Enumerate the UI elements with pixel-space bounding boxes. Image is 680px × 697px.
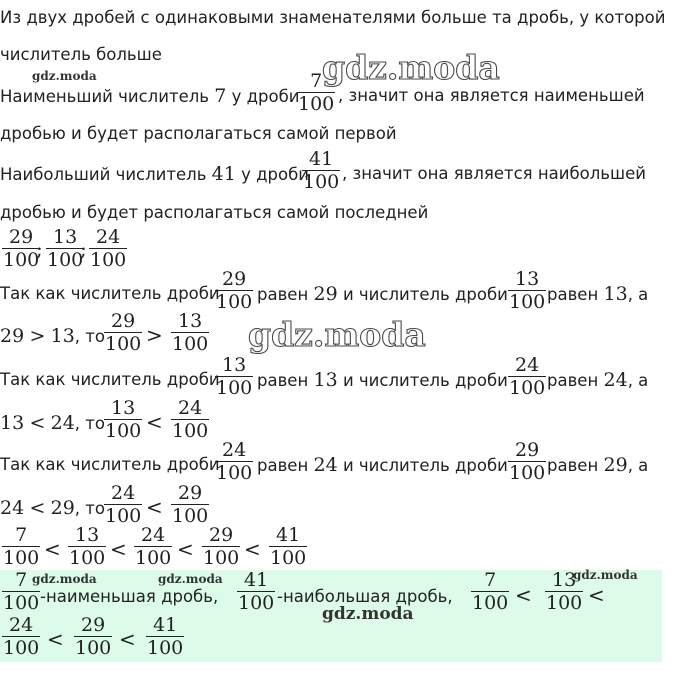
comparison-3-fraction-b	[508, 439, 546, 484]
comparison-3-fraction-a	[215, 439, 253, 484]
chain-fraction-3	[134, 524, 172, 569]
fraction-numerator: 29	[222, 268, 247, 290]
fraction-numerator: 24	[141, 524, 166, 546]
comparison-word: равен	[257, 456, 309, 475]
fraction-numerator: 24	[9, 614, 34, 636]
ineq-number: 13	[0, 412, 25, 434]
fraction-numerator: 24	[515, 354, 540, 376]
watermark-logo: gdz.moda	[322, 48, 500, 87]
fraction-denominator: 100	[509, 462, 546, 484]
chain-operator: <	[177, 537, 194, 561]
fraction-denominator: 100	[509, 291, 546, 313]
comparison-2-result-b	[171, 397, 209, 442]
answer-operator: <	[119, 627, 136, 651]
remaining-fraction-1	[2, 226, 40, 271]
fraction-numerator: 7	[15, 569, 28, 591]
fraction-numerator: 24	[222, 439, 247, 461]
ineq-number: 13	[50, 325, 75, 347]
chain-fraction-1	[2, 524, 40, 569]
watermark-logo: gdz.moda	[158, 572, 223, 586]
comparison-2-result-a	[104, 397, 142, 442]
fraction-numerator: 24	[96, 226, 121, 248]
comparison-2-fraction-b	[508, 354, 546, 399]
fraction-numerator: 29	[111, 310, 136, 332]
comparison-word: , то	[74, 499, 105, 518]
fraction-denominator: 100	[203, 547, 240, 569]
comparison-number: 29	[603, 454, 628, 476]
comparison-number: 24	[313, 454, 338, 476]
ineq-number: 29	[50, 497, 75, 519]
watermark-logo: gdz.moda	[248, 315, 426, 354]
answer-largest-fraction	[237, 569, 275, 614]
chain-fraction-4	[202, 524, 240, 569]
comparison-word: , то	[74, 414, 105, 433]
comparison-word: равен	[547, 371, 599, 390]
watermark-logo: gdz.moda	[32, 69, 97, 83]
answer-smallest-label: -наименьшая дробь,	[40, 587, 219, 606]
fraction-numerator: 29	[209, 524, 234, 546]
fraction-denominator: 100	[3, 592, 40, 614]
ineq-operator: <	[29, 412, 46, 434]
smallest-mid: у дроби	[231, 87, 300, 106]
largest-number: 41	[211, 163, 236, 185]
fraction-numerator: 7	[310, 70, 323, 92]
comparison-2-tail	[547, 370, 648, 391]
fraction-numerator: 41	[244, 569, 269, 591]
comparison-3-result-a	[104, 482, 142, 527]
chain-fraction-5	[269, 524, 307, 569]
comparison-2-result	[0, 413, 105, 434]
fraction-denominator: 100	[172, 505, 209, 527]
comparison-word: и числитель дроби	[342, 456, 508, 475]
fraction-denominator: 100	[270, 547, 307, 569]
ineq-number: 29	[0, 325, 25, 347]
fraction-denominator: 100	[105, 420, 142, 442]
smallest-post: , значит она является наименьшей	[338, 86, 645, 105]
fraction-numerator: 41	[309, 148, 334, 170]
fraction-numerator: 7	[484, 569, 497, 591]
fraction-denominator: 100	[238, 592, 275, 614]
fraction-numerator: 41	[153, 614, 178, 636]
fraction-denominator: 100	[90, 249, 127, 271]
comparison-1-result-op: >	[146, 323, 163, 347]
answer-operator: <	[588, 583, 605, 607]
comparison-1-result-a	[104, 310, 142, 355]
separator: ;	[80, 237, 87, 261]
separator: ;	[36, 237, 43, 261]
fraction-numerator: 13	[515, 268, 540, 290]
ineq-number: 24	[50, 412, 75, 434]
largest-pre: Наибольший числитель	[0, 165, 207, 184]
answer-operator: <	[47, 627, 64, 651]
comparison-2-fraction-a	[215, 354, 253, 399]
comparison-3-result	[0, 498, 105, 519]
fraction-numerator: 24	[178, 397, 203, 419]
largest-line-2: дробью и будет располагаться самой последней	[0, 203, 429, 222]
fraction-numerator: 29	[178, 482, 203, 504]
comparison-word: равен	[257, 371, 309, 390]
comparison-word: , а	[627, 371, 649, 390]
fraction-numerator: 29	[81, 614, 106, 636]
theory-line-2: числитель больше	[0, 45, 162, 64]
watermark-logo: gdz.moda	[32, 572, 97, 586]
fraction-denominator: 100	[298, 93, 335, 115]
smallest-number: 7	[214, 85, 227, 107]
largest-fraction	[302, 148, 340, 193]
comparison-3-tail	[547, 455, 648, 476]
fraction-denominator: 100	[472, 592, 509, 614]
comparison-number: 13	[313, 369, 338, 391]
fraction-denominator: 100	[216, 377, 253, 399]
fraction-denominator: 100	[105, 333, 142, 355]
comparison-2-pre: Так как числитель дроби	[0, 370, 220, 389]
chain-operator: <	[110, 537, 127, 561]
chain-fraction-2	[68, 524, 106, 569]
largest-line	[0, 164, 309, 185]
answer-order-fraction-3	[2, 614, 40, 659]
fraction-denominator: 100	[75, 637, 112, 659]
comparison-word: и числитель дроби	[342, 285, 508, 304]
smallest-line	[0, 86, 299, 107]
comparison-number: 24	[603, 369, 628, 391]
ineq-operator: >	[29, 325, 46, 347]
fraction-numerator: 29	[9, 226, 34, 248]
comparison-3-result-op: <	[146, 495, 163, 519]
chain-operator: <	[244, 537, 261, 561]
comparison-word: , а	[627, 285, 649, 304]
ineq-number: 24	[0, 497, 25, 519]
comparison-2-mid	[257, 370, 508, 391]
ineq-operator: <	[29, 497, 46, 519]
comparison-3-result-b	[171, 482, 209, 527]
theory-line-1: Из двух дробей с одинаковыми знаменателями больше та дробь, у которой	[0, 8, 666, 27]
fraction-numerator: 41	[276, 524, 301, 546]
answer-operator: <	[515, 583, 532, 607]
comparison-1-fraction-a	[215, 268, 253, 313]
fraction-denominator: 100	[135, 547, 172, 569]
remaining-fraction-2	[46, 226, 84, 271]
fraction-numerator: 29	[515, 439, 540, 461]
comparison-word: равен	[547, 285, 599, 304]
smallest-line-2: дробью и будет располагаться самой первой	[0, 124, 397, 143]
comparison-2-result-op: <	[146, 410, 163, 434]
fraction-numerator: 13	[53, 226, 78, 248]
fraction-denominator: 100	[216, 291, 253, 313]
fraction-denominator: 100	[47, 249, 84, 271]
comparison-1-fraction-b	[508, 268, 546, 313]
comparison-1-mid	[257, 284, 508, 305]
comparison-3-mid	[257, 455, 508, 476]
comparison-word: , а	[627, 456, 649, 475]
fraction-denominator: 100	[147, 637, 184, 659]
comparison-1-pre: Так как числитель дроби	[0, 284, 220, 303]
fraction-denominator: 100	[105, 505, 142, 527]
fraction-numerator: 13	[552, 569, 577, 591]
fraction-numerator: 7	[15, 524, 28, 546]
comparison-3-pre: Так как числитель дроби	[0, 455, 220, 474]
fraction-denominator: 100	[172, 420, 209, 442]
smallest-pre: Наименьший числитель	[0, 87, 209, 106]
fraction-numerator: 13	[75, 524, 100, 546]
comparison-word: равен	[547, 456, 599, 475]
comparison-word: равен	[257, 285, 309, 304]
chain-operator: <	[44, 537, 61, 561]
fraction-denominator: 100	[3, 547, 40, 569]
fraction-numerator: 13	[222, 354, 247, 376]
remaining-fraction-3	[89, 226, 127, 271]
fraction-denominator: 100	[172, 333, 209, 355]
comparison-1-result	[0, 326, 105, 347]
answer-order-fraction-1	[471, 569, 509, 614]
fraction-denominator: 100	[69, 547, 106, 569]
answer-order-fraction-4	[74, 614, 112, 659]
comparison-word: , то	[74, 327, 105, 346]
fraction-denominator: 100	[3, 249, 40, 271]
watermark-logo: gdz.moda	[573, 568, 638, 582]
fraction-numerator: 24	[111, 482, 136, 504]
fraction-denominator: 100	[546, 592, 583, 614]
largest-post: , значит она является наибольшей	[342, 164, 646, 183]
fraction-numerator: 13	[111, 397, 136, 419]
fraction-denominator: 100	[3, 637, 40, 659]
fraction-denominator: 100	[303, 171, 340, 193]
answer-largest-label: -наибольшая дробь,	[277, 587, 453, 606]
comparison-1-result-b	[171, 310, 209, 355]
fraction-denominator: 100	[216, 462, 253, 484]
comparison-word: и числитель дроби	[342, 371, 508, 390]
largest-mid: у дроби	[241, 165, 309, 184]
answer-order-fraction-5	[146, 614, 184, 659]
fraction-numerator: 13	[178, 310, 203, 332]
comparison-number: 29	[313, 283, 338, 305]
comparison-number: 13	[603, 283, 628, 305]
comparison-1-tail	[547, 284, 648, 305]
watermark-logo: gdz.moda	[322, 604, 414, 624]
fraction-denominator: 100	[509, 377, 546, 399]
